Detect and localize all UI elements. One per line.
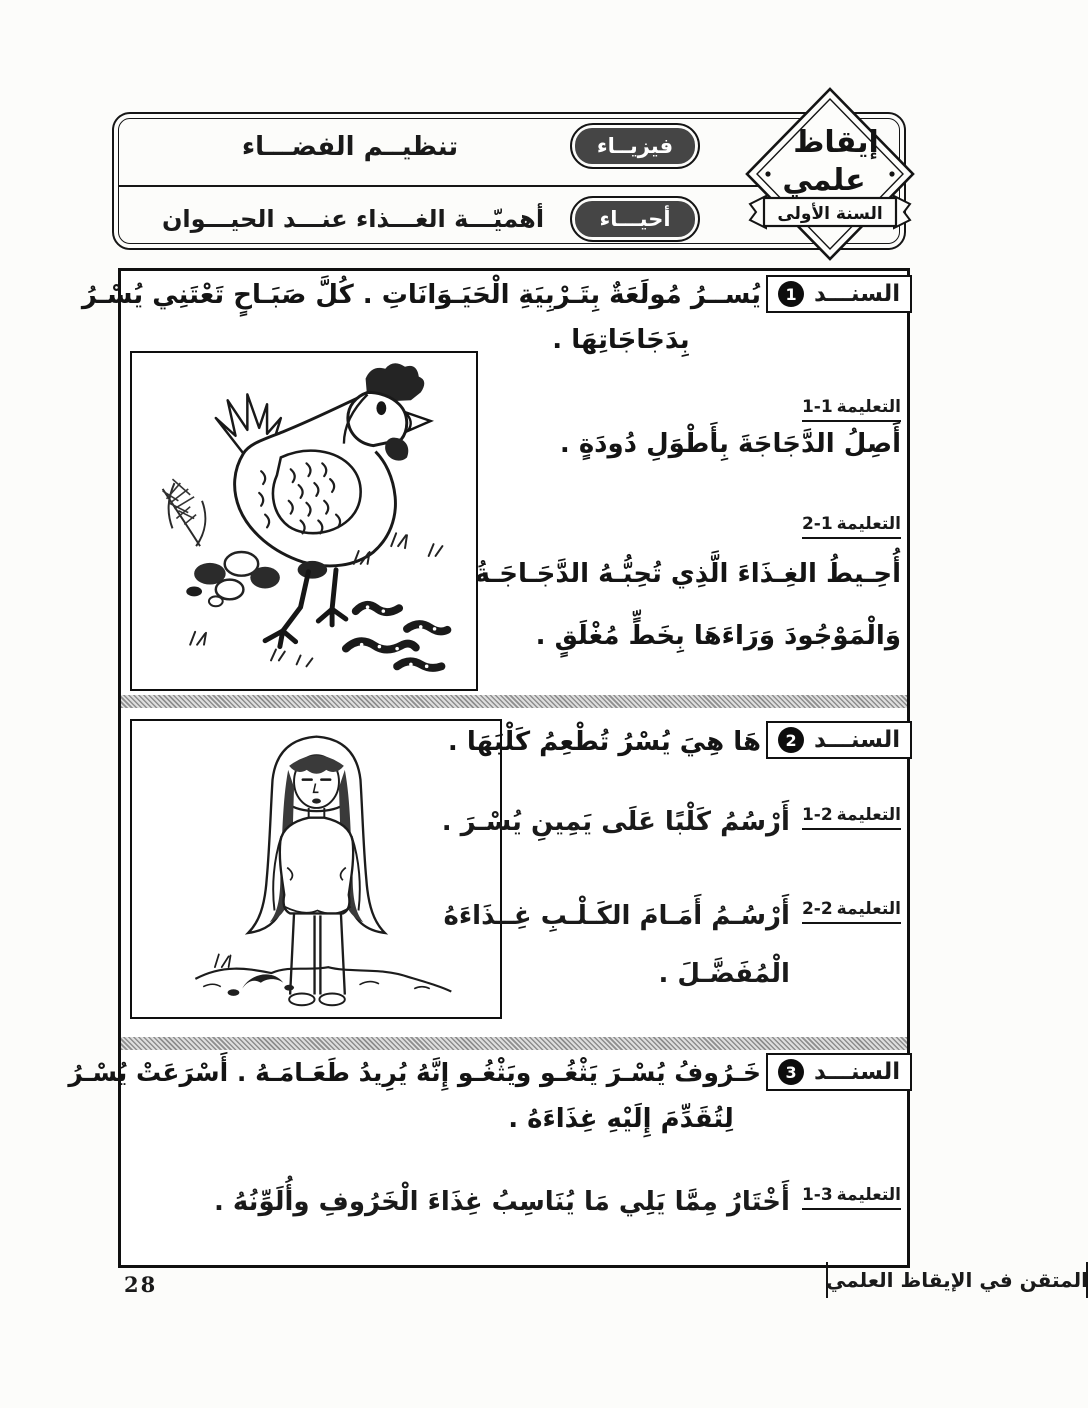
sanad-3-label: السنـــد xyxy=(814,1059,901,1085)
instruction-2-2-label xyxy=(802,899,901,924)
book-brand-title: المتقن في الإيقاظ العلمي xyxy=(826,1262,1088,1298)
instruction-1-2-num: 2-1 xyxy=(801,514,833,534)
instruction-1-2-text xyxy=(475,543,901,667)
instruction-3-1-text-line1: أَخْتَارُ مِمَّا يَلِي مَا يُنَاسِبُ غِذَاءَ الْخَرُوفِ وأُلَوِّنُهُ . xyxy=(213,1187,790,1217)
physics-badge xyxy=(570,123,700,169)
instruction-3-1-row xyxy=(213,1173,901,1231)
section-divider-2 xyxy=(121,1037,907,1050)
instruction-2-2-text-line1: أَرْسُـمُ أَمَـامَ الكَـلْـبِ غِــذَاءَهُ xyxy=(443,901,790,931)
instruction-2-1-num: 1-2 xyxy=(801,805,833,825)
biology-badge-label: أحيـــاء xyxy=(575,201,695,237)
sanad-1-text-line1: يُســرُ مُولَعَةٌ بِتَـرْبِيَةِ الْحَيَـوَانَاتِ . كُلَّ صَبَـاحٍ تَعْتَنِي يُسْـرُ xyxy=(81,280,761,310)
instruction-1-1-text: أَصِلُ الدَّجَاجَةَ بِأَطْوَلِ دُودَةٍ . xyxy=(559,429,901,459)
sanad-3-heading xyxy=(766,1053,912,1091)
sanad-2-label: السنـــد xyxy=(814,727,901,753)
instruction-2-2-num: 2-2 xyxy=(801,899,833,919)
instruction-3-1-label xyxy=(802,1185,901,1210)
instruction-3-1-word: التعليمة xyxy=(836,1185,901,1205)
sanad-1-label: السنـــد xyxy=(814,281,901,307)
sanad-1-text-line2: بِدَجَاجَاتِهَا . xyxy=(552,325,690,355)
instruction-1-1-num: 1-1 xyxy=(801,397,833,417)
page-number: 28 xyxy=(124,1272,158,1297)
instruction-2-1-word: التعليمة xyxy=(836,805,901,825)
instruction-1-1-word: التعليمة xyxy=(836,397,901,417)
svg-text:علمي: علمي xyxy=(782,163,866,198)
instruction-2-2-text xyxy=(444,887,790,1003)
sanad-2-heading xyxy=(766,721,912,759)
sanad-3-text-line2: لِتُقَدِّمَ إِلَيْهِ غِذَاءَهُ . xyxy=(508,1104,734,1134)
biology-topic-title: أهميّـــة الغـــذاء عنـــد الحيـــوان xyxy=(161,205,545,233)
sanad-3-number-disc: 3 xyxy=(778,1059,804,1085)
instruction-2-1-text-line1: أَرْسُمُ كَلْبًا عَلَى يَمِينِ يُسْـرَ . xyxy=(441,807,790,837)
instruction-2-2-word: التعليمة xyxy=(836,899,901,919)
instruction-1-2-label xyxy=(802,514,901,539)
instruction-2-1-label xyxy=(802,805,901,830)
instruction-2-2-text-line2: الْمُفَضَّـلَ . xyxy=(658,959,790,989)
sanad-2-text-line1: هَا هِيَ يُسْرُ تُطْعِمُ كَلْبَهَا . xyxy=(447,727,761,757)
book-logo xyxy=(744,86,916,262)
sanad-2-number-disc: 2 xyxy=(778,727,804,753)
physics-badge-label: فيزيــاء xyxy=(575,128,695,164)
svg-text:إيقاظ: إيقاظ xyxy=(793,125,879,160)
sanad-1-heading xyxy=(766,275,912,313)
instruction-2-1-row xyxy=(441,793,901,851)
instruction-2-2-row xyxy=(443,887,901,1003)
section-divider-1 xyxy=(121,695,907,708)
instruction-3-1-text xyxy=(214,1173,790,1231)
instruction-2-1-text xyxy=(442,793,790,851)
instruction-1-1-label xyxy=(802,397,901,422)
instruction-1-2-word: التعليمة xyxy=(836,514,901,534)
biology-badge xyxy=(570,196,700,242)
sanad-3-text-line1: خَـرُوفُ يُسْـرَ يَثْغُـو ويَثْغُـو إِنَّهُ يُرِيدُ طَعَـامَـهُ . أَسْرَعَتْ يُسْـرُ xyxy=(68,1058,761,1087)
instruction-3-1-num: 1-3 xyxy=(801,1185,833,1205)
diamond-logo-icon xyxy=(744,86,916,262)
instruction-1-2-text-line2: وَالْمَوْجُودَ وَرَاءَهَا بِخَطٍّ مُغْلَقٍ . xyxy=(535,621,901,651)
chicken-image-box xyxy=(130,351,478,691)
content-frame xyxy=(68,268,910,1268)
svg-text:السنة الأولى: السنة الأولى xyxy=(777,204,883,224)
physics-topic-title: تنظيــم الفضـــاء xyxy=(241,132,459,162)
sanad-1-number-disc: 1 xyxy=(778,281,804,307)
chicken-illustration xyxy=(133,353,476,688)
instruction-1-2-text-line1: أُحِـيطُ الغِـذَاءَ الَّذِي تُحِبُّـهُ الدَّجَـاجَـةُ xyxy=(474,559,901,589)
